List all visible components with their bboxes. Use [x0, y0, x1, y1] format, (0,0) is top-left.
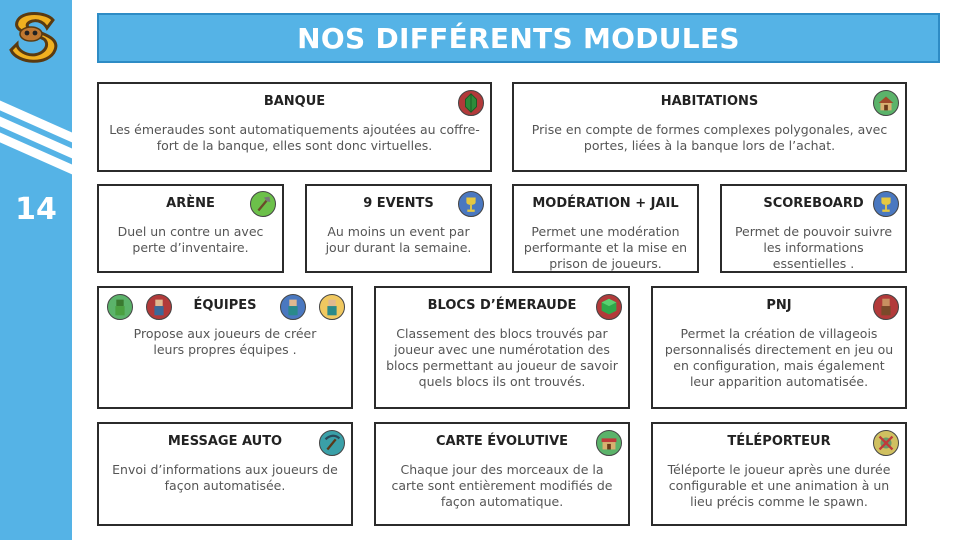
module-title: BANQUE	[263, 94, 326, 109]
module-description: Chaque jour des morceaux de la carte sont entièrement modifiés de façon automatique.	[391, 462, 613, 509]
title-banner	[97, 13, 940, 63]
villager-icon	[873, 294, 899, 320]
red-player-icon	[146, 294, 172, 320]
module-description: Au moins un event par jour durant la semaine.	[325, 224, 472, 255]
module-title: CARTE ÉVOLUTIVE	[435, 434, 569, 449]
module-description: Duel un contre un avec perte d’inventaire.	[117, 224, 264, 255]
module-card-habitations	[512, 82, 907, 172]
module-description: Prise en compte de formes complexes polygonales, avec portes, liées à la banque lors de l’achat.	[531, 122, 888, 153]
module-title: 9 EVENTS	[363, 196, 434, 211]
module-title: ARÈNE	[166, 196, 215, 211]
page-number: 14	[15, 192, 57, 227]
sidebar	[0, 0, 72, 540]
module-description: Les émeraudes sont automatiquements ajoutées au coffre-fort de la banque, elles sont donc virtuelles.	[109, 122, 480, 153]
pickaxe-icon	[319, 430, 345, 456]
module-card-blocs	[374, 286, 630, 409]
green-player-icon	[107, 294, 133, 320]
module-description: Classement des blocs trouvés par joueur avec une numérotation des blocs permettant au joueur de savoir quels blocs ils ont trouvés.	[386, 326, 618, 389]
module-card-banque	[97, 82, 492, 172]
module-title: HABITATIONS	[660, 94, 759, 109]
module-title: SCOREBOARD	[763, 196, 864, 211]
page-title: NOS DIFFÉRENTS MODULES	[297, 21, 740, 55]
module-card-message	[97, 422, 353, 526]
axe-icon	[250, 191, 276, 217]
module-card-teleporteur	[651, 422, 907, 526]
module-title: ÉQUIPES	[193, 298, 257, 313]
blue-player-icon	[280, 294, 306, 320]
house-icon	[873, 90, 899, 116]
module-card-arene	[97, 184, 284, 273]
trophy-icon	[458, 191, 484, 217]
module-title: PNJ	[766, 298, 792, 313]
module-card-equipes	[97, 286, 353, 409]
emerald-icon	[458, 90, 484, 116]
module-description: Permet la création de villageois personnalisés directement en jeu ou en configuration, mais également leur apparition automatisée.	[664, 326, 894, 389]
module-card-pnj	[651, 286, 907, 409]
module-title: BLOCS D’ÉMERAUDE	[427, 298, 577, 313]
module-description: Permet de pouvoir suivre les informations essentielles .	[734, 224, 893, 271]
module-card-moderation	[512, 184, 699, 273]
shop-icon	[596, 430, 622, 456]
module-description: Permet une modération performante et la mise en prison de joueurs.	[523, 224, 688, 271]
yellow-player-icon	[319, 294, 345, 320]
trophy-icon	[873, 191, 899, 217]
module-title: MODÉRATION + JAIL	[532, 196, 679, 211]
module-title: TÉLÉPORTEUR	[727, 434, 831, 449]
module-description: Envoi d’informations aux joueurs de façon automatisée.	[112, 462, 338, 493]
module-description: Téléporte le joueur après une durée configurable et une animation à un lieu précis comme le spawn.	[667, 462, 891, 509]
module-card-events	[305, 184, 492, 273]
module-card-scoreboard	[720, 184, 907, 273]
module-title: MESSAGE AUTO	[167, 434, 283, 449]
module-description: Propose aux joueurs de créer leurs propres équipes .	[133, 326, 317, 357]
module-card-carte	[374, 422, 630, 526]
logo-s-icon	[9, 10, 61, 64]
emerald-block-icon	[596, 294, 622, 320]
teleporter-icon	[873, 430, 899, 456]
